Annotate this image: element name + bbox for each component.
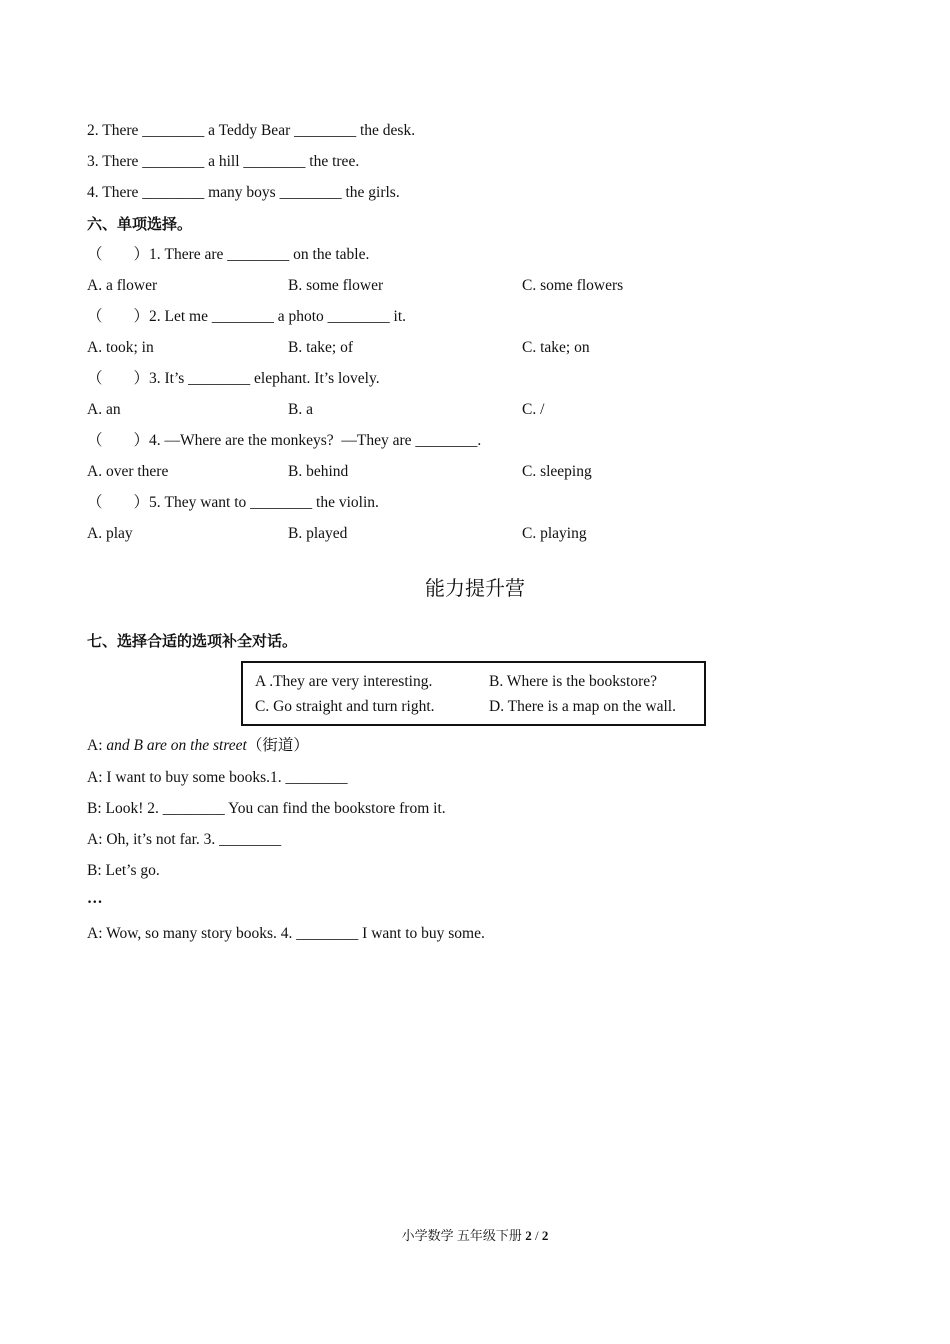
question-4-option-c: C. sleeping (522, 463, 592, 480)
question-4-option-b: B. behind (288, 463, 349, 480)
section-7-heading: 七、选择合适的选项补全对话。 (87, 632, 298, 650)
section-6-heading: 六、单项选择。 (87, 215, 193, 233)
page-footer (0, 1227, 950, 1245)
box-option-a: A .They are very interesting. (255, 673, 433, 690)
dialogue-line-3: A: Oh, it’s not far. 3. ________ (87, 831, 282, 848)
dialogue-line-2: B: Look! 2. ________ You can find the bookstore from it. (87, 800, 446, 817)
question-1-stem: （ ）1. There are ________ on the table. (87, 246, 370, 263)
section-title: 能力提升营 (425, 576, 525, 600)
dialogue-ellipsis: … (87, 890, 103, 907)
question-1-option-c: C. some flowers (522, 277, 624, 294)
options-box (241, 661, 706, 726)
question-2-option-b: B. take; of (288, 339, 353, 356)
question-5-option-a: A. play (87, 525, 133, 542)
question-3-option-b: B. a (288, 401, 313, 418)
footer-page-number: 2 (525, 1228, 532, 1243)
question-5-option-c: C. playing (522, 525, 587, 542)
footer-page-total: 2 (541, 1228, 549, 1243)
dialogue-line-1: A: I want to buy some books.1. ________ (87, 769, 348, 786)
question-3-stem: （ ）3. It’s ________ elephant. It’s lovely. (87, 370, 380, 387)
question-5-stem: （ ）5. They want to ________ the violin. (87, 494, 379, 511)
dialogue-intro-suffix: （街道） (246, 737, 309, 754)
question-2-option-c: C. take; on (522, 339, 590, 356)
dialogue-intro-italic: and B are on the street (106, 737, 247, 754)
footer-text: 小学数学 五年级下册 (401, 1228, 526, 1243)
question-3-option-c: C. / (522, 401, 545, 418)
question-1-option-a: A. a flower (87, 277, 158, 294)
dialogue-line-5: A: Wow, so many story books. 4. ________ I want to buy some. (87, 925, 485, 942)
question-4-option-a: A. over there (87, 463, 169, 480)
fill-line-2: 2. There ________ a Teddy Bear ________ the desk. (87, 122, 416, 139)
dialogue-intro (87, 736, 309, 756)
box-option-d: D. There is a map on the wall. (489, 698, 676, 715)
question-1-option-b: B. some flower (288, 277, 384, 294)
question-4-stem: （ ）4. —Where are the monkeys? —They are ________. (87, 432, 482, 449)
question-3-option-a: A. an (87, 401, 121, 418)
question-5-option-b: B. played (288, 525, 348, 542)
dialogue-line-4: B: Let’s go. (87, 862, 160, 879)
box-option-b: B. Where is the bookstore? (489, 673, 658, 690)
fill-line-4: 4. There ________ many boys ________ the girls. (87, 184, 400, 201)
box-option-c: C. Go straight and turn right. (255, 698, 435, 715)
footer-separator: / (531, 1228, 542, 1243)
question-2-stem: （ ）2. Let me ________ a photo ________ it. (87, 308, 407, 325)
fill-line-3: 3. There ________ a hill ________ the tree. (87, 153, 360, 170)
question-2-option-a: A. took; in (87, 339, 154, 356)
dialogue-intro-prefix: A: (87, 737, 107, 754)
